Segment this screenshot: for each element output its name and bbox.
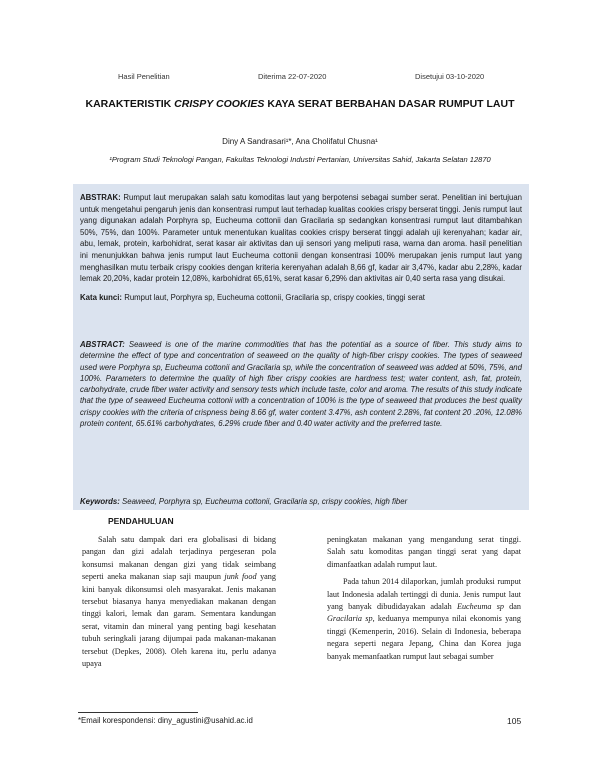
section-heading: PENDAHULUAN: [108, 516, 174, 526]
text-run: , keduanya mempunya nilai ekonomis yang tinggi (Kemenperin, 2016). Selain di Indonesia, beberapa negara seperti negara Jepang, China dan Korea juga banyak memanfaatkan rumput laut sebagai sumber: [327, 614, 521, 661]
abstract-en-text: Seaweed is one of the marine commodities that has the potential as a source of fiber. This study aims to determine the effect of type and concentration of seaweed on the quality of high-fiber crispy cookies. The types of seaweed used were Porphyra sp, Eucheuma cottonii and Gracilaria sp, while the concentration of seaweed was added at 50%, 75%, and 100%. Parameters to determine the quality of high fiber crispy cookies are hardness test; water content, ash, fat, protein, carbohydrate, crude fiber water activity and sensory tests which include taste, color and aroma. The results of this study indicate that the type of seaweed Eucheuma cottonii with a concentration of 100% is the type of seaweed that produces the best quality crispy cookies with the criteria of crispness being 8.66 gf, water content 3.47%, ash content 2.28%, fat content 20 .20%, 12.08% protein content, 65.61% carbohydrates, 6.29% crude fiber and 0.40 water activity and the preferred taste.: [80, 340, 522, 429]
body-column-right: [327, 534, 521, 668]
keywords-en-label: Keywords:: [80, 497, 120, 506]
text-run-italic: Gracilaria sp: [327, 614, 373, 624]
affiliation: ¹Program Studi Teknologi Pangan, Fakultas Teknologi Industri Pertanian, Universitas Sahid, Jakarta Selatan 12870: [109, 155, 491, 164]
keywords-en-text: Seaweed, Porphyra sp, Eucheuma cottonii, Gracilaria sp, crispy cookies, high fiber: [119, 497, 408, 506]
body-column-left: [82, 534, 276, 675]
keywords-english: [80, 496, 522, 508]
text-run-italic: Eucheuma sp: [456, 602, 504, 612]
header-received-date: Diterima 22-07-2020: [258, 72, 327, 81]
abstract-id-text: Rumput laut merupakan salah satu komoditas laut yang berpotensi sebagai sumber serat. Penelitian ini bertujuan untuk mengetahui pengaruh jenis dan konsentrasi rumput laut terhadap kualitas cookies crispy berserat tinggi. Jenis rumput laut yang digunakan adalah Porphyra sp, Eucheuma cottonii dan Gracilaria sp sedangkan konsentrasi rumput laut ditambahkan 50%, 75%, dan 100%. Parameter untuk menentukan kualitas cookies crispy berserat tinggi adalah uji kerenyahan; kadar air, abu, lemak, protein, karbohidrat, serat kasar air aktivitas dan uji sensori yang meliputi rasa, warna dan aroma. hasil penelitian ini menunjukkan bahwa jenis rumput laut Eucheuma cottonii dengan konsentrasi 100% merupakan jenis rumput laut yang menghasilkan mutu terbaik crispy cookies dengan kriteria kerenyahan adalah 8,66 gf, kadar air 3,47%, kadar abu 2,28%, kadar lemak 20,20%, kadar protein 12,08%, karbohidrat 65,61%, serat kasar 6,29% dan aktivitas air 0,40 serta rasa yang disukai.: [80, 193, 522, 284]
text-run: yang kini banyak dikonsumsi oleh masyarakat. Jenis makanan tersebut biasanya hanya menyediakan makanan dengan tinggi kalori, lemak dan garam. Sementara kandungan serat, vitamin dan mineral yang penting bagi kesehatan tubuh seringkali jarang dijumpai pada makanan-makanan tersebut (Depkes, 2008). Oleh karena itu, perlu adanya upaya: [82, 572, 276, 669]
keywords-id-text: Rumput laut, Porphyra sp, Eucheuma cottonii, Gracilaria sp, crispy cookies, tinggi serat: [122, 293, 425, 302]
authors: Diny A Sandrasari¹*, Ana Cholifatul Chusna¹: [222, 137, 378, 146]
paragraph: peningkatan makanan yang mengandung serat tinggi. Salah satu komoditas pangan tinggi serat yang dapat dimanfaatkan adalah rumput laut.: [327, 535, 521, 569]
title-italic: CRISPY COOKIES: [174, 98, 265, 110]
title-part2: KAYA SERAT BERBAHAN DASAR RUMPUT LAUT: [264, 98, 515, 110]
header-article-type: Hasil Penelitian: [118, 72, 170, 81]
footnote-email: *Email korespondensi: diny_agustini@usahid.ac.id: [78, 716, 253, 725]
paragraph: [82, 534, 276, 670]
abstract-english: [80, 339, 522, 429]
text-run: dan: [503, 602, 522, 612]
text-run: Salah satu dampak dari era globalisasi di bidang pangan dan gizi adalah terjadinya pergeseran pola konsumsi makanan dengan gizi yang tidak seimbang seperti aneka makanan siap saji maupun: [82, 535, 276, 582]
abstract-id-label: ABSTRAK:: [80, 193, 121, 202]
keywords-indonesian: [80, 292, 522, 304]
footnote-divider: [78, 712, 198, 713]
header-accepted-date: Disetujui 03-10-2020: [415, 72, 485, 81]
keywords-id-label: Kata kunci:: [80, 293, 123, 302]
paper-title: [80, 98, 520, 111]
title-part1: KARAKTERISTIK: [85, 98, 175, 110]
abstract-en-label: ABSTRACT:: [80, 340, 125, 349]
page-number: 105: [507, 716, 522, 726]
text-run: Pada tahun 2014 dilaporkan, jumlah produksi rumput laut Indonesia adalah tertinggi di dunia. Jenis rumput laut yang banyak dibudidayakan adalah: [327, 577, 521, 612]
abstract-indonesian: [80, 192, 522, 285]
text-run-italic: junk food: [224, 572, 257, 582]
paragraph: [327, 576, 521, 663]
